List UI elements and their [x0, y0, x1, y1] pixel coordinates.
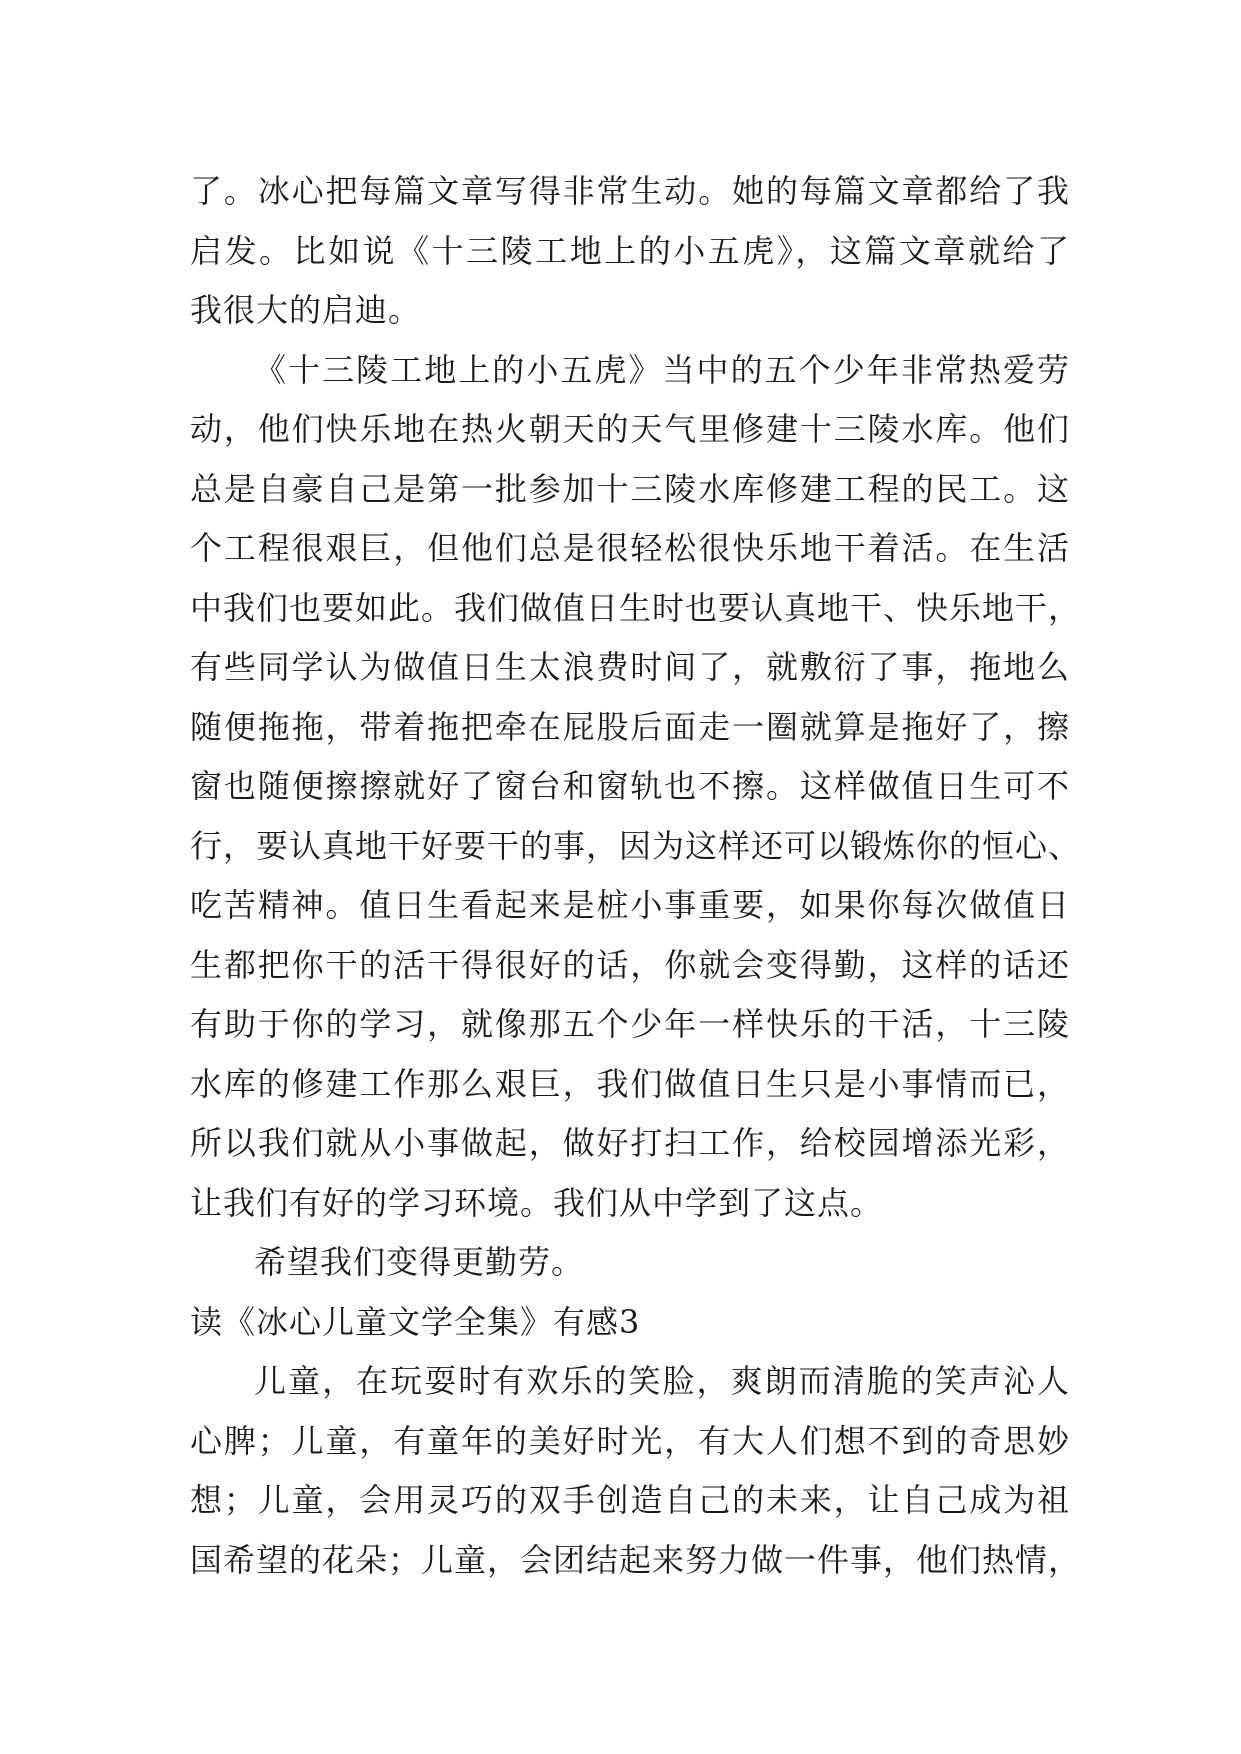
text-line: 启发。比如说《十三陵工地上的小五虎》，这篇文章就给了	[190, 231, 1070, 270]
text-line: 国希望的花朵；儿童，会团结起来努力做一件事，他们热情，	[190, 1540, 1082, 1579]
text-line: 了。冰心把每篇文章写得非常生动。她的每篇文章都给了我	[190, 172, 1070, 210]
text-line: 总是自豪自己是第一批参加十三陵水库修建工程的民工。这	[190, 469, 1070, 508]
text-line: 心脾；儿童，有童年的美好时光，有大人们想不到的奇思妙	[190, 1421, 1070, 1460]
section-heading: 读《冰心儿童文学全集》有感3	[190, 1302, 641, 1341]
text-line: 有助于你的学习，就像那五个少年一样快乐的干活，十三陵	[190, 1005, 1070, 1043]
text-line: 个工程很艰巨，但他们总是很轻松很快乐地干着活。在生活	[190, 529, 1070, 567]
text-line: 《十三陵工地上的小五虎》当中的五个少年非常热爱劳	[254, 350, 1070, 389]
text-line: 让我们有好的学习环境。我们从中学到了这点。	[190, 1183, 884, 1222]
text-line: 动，他们快乐地在热火朝天的天气里修建十三陵水库。他们	[190, 410, 1070, 448]
document-body	[190, 162, 1082, 1590]
text-line: 所以我们就从小事做起，做好打扫工作，给校园增添光彩，	[190, 1124, 1070, 1162]
text-line: 吃苦精神。值日生看起来是桩小事重要，如果你每次做值日	[190, 886, 1070, 924]
text-line: 想；儿童，会用灵巧的双手创造自己的未来，让自己成为祖	[190, 1481, 1070, 1519]
text-line: 行，要认真地干好要干的事，因为这样还可以锻炼你的恒心、	[190, 826, 1082, 865]
text-line: 窗也随便擦擦就好了窗台和窗轨也不擦。这样做值日生可不	[190, 767, 1070, 805]
text-line: 有些同学认为做值日生太浪费时间了，就敷衍了事，拖地么	[190, 648, 1070, 686]
text-line: 随便拖拖，带着拖把牵在屁股后面走一圈就算是拖好了，擦	[190, 707, 1070, 746]
text-line: 我很大的启迪。	[190, 291, 422, 329]
text-line: 中我们也要如此。我们做值日生时也要认真地干、快乐地干，	[190, 588, 1082, 627]
text-line: 儿童，在玩耍时有欢乐的笑脸，爽朗而清脆的笑声沁人	[254, 1362, 1070, 1400]
text-line: 希望我们变得更勤劳。	[254, 1243, 585, 1281]
text-line: 生都把你干的活干得很好的话，你就会变得勤，这样的话还	[190, 945, 1070, 984]
text-line: 水库的修建工作那么艰巨，我们做值日生只是小事情而已，	[190, 1064, 1070, 1103]
